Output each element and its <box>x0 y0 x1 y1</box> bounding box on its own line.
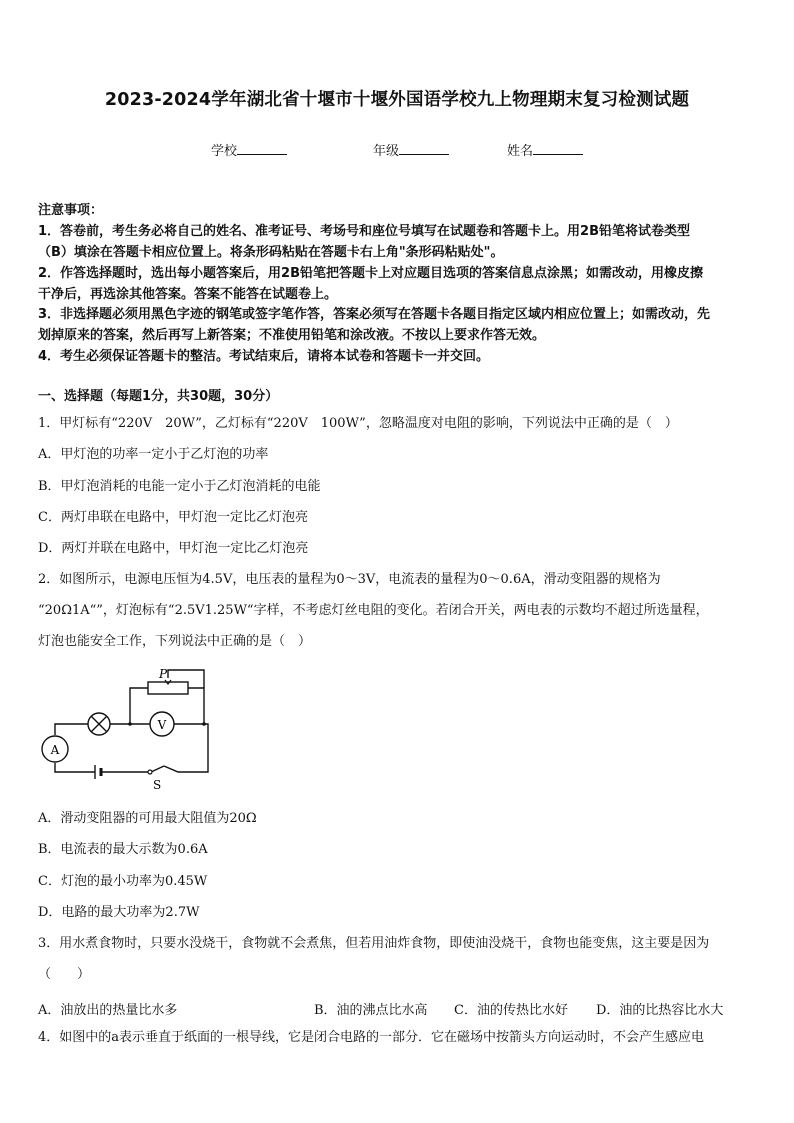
q3-option-b[interactable]: B．油的沸点比水高 <box>314 1003 428 1018</box>
q3-option-c[interactable]: C．油的传热比水好 <box>454 1003 568 1018</box>
q1-option-b[interactable]: B．甲灯泡消耗的电能一定小于乙灯泡消耗的电能 <box>38 479 321 494</box>
name-field[interactable] <box>507 140 583 159</box>
q2-option-c[interactable]: C．灯泡的最小功率为0.45W <box>38 874 208 889</box>
name-label: 姓名 <box>507 144 534 159</box>
q3-option-d[interactable]: D．油的比热容比水大 <box>596 1003 724 1018</box>
school-field[interactable] <box>211 140 287 159</box>
notice-line: 划掉原来的答案，然后再写上新答案；不准使用铅笔和涂改液。不按以上要求作答无效。 <box>38 328 546 343</box>
q2-option-b[interactable]: B．电流表的最大示数为0.6A <box>38 842 208 857</box>
notice-line: 1．答卷前，考生务必将自己的姓名、准考证号、考场号和座位号填写在试题卷和答题卡上。用2B铅笔将试卷类型 <box>38 224 691 239</box>
switch-label: S <box>153 778 162 792</box>
q3-stem-line: 3．用水煮食物时，只要水没烧干，食物就不会煮焦，但若用油炸食物，即使油没烧干，食物也能变焦，这主要是因为 <box>38 936 710 951</box>
q1-option-d[interactable]: D．两灯并联在电路中，甲灯泡一定比乙灯泡亮 <box>38 541 309 556</box>
q4-stem: 4．如图中的a表示垂直于纸面的一根导线，它是闭合电路的一部分．它在磁场中按箭头方向运动时，不会产生感应电 <box>38 1030 705 1045</box>
notice-line: 2．作答选择题时，选出每小题答案后，用2B铅笔把答题卡上对应题目选项的答案信息点涂黑；如需改动，用橡皮擦 <box>38 266 704 281</box>
q1-stem: 1．甲灯标有“220V 20W”，乙灯标有“220V 100W”，忽略温度对电阻的影响，下列说法中正确的是（ ） <box>38 416 678 431</box>
school-label: 学校 <box>211 144 238 159</box>
q1-option-c[interactable]: C．两灯串联在电路中，甲灯泡一定比乙灯泡亮 <box>38 510 308 525</box>
section-heading: 一、选择题（每题1分，共30题，30分） <box>38 389 279 404</box>
q2-option-d[interactable]: D．电路的最大功率为2.7W <box>38 905 200 920</box>
q1-option-a[interactable]: A．甲灯泡的功率一定小于乙灯泡的功率 <box>38 447 269 462</box>
notice-line: （B）填涂在答题卡相应位置上。将条形码粘贴在答题卡右上角"条形码粘贴处"。 <box>38 245 504 260</box>
grade-label: 年级 <box>373 144 400 159</box>
rheostat-label: P <box>159 667 168 681</box>
voltmeter-label: V <box>157 718 167 732</box>
grade-blank[interactable] <box>399 142 449 155</box>
q2-stem-line: “20Ω1A“”，灯泡标有“2.5V1.25W“字样，不考虑灯丝电阻的变化。若闭合开关，两电表的示数均不超过所选量程， <box>38 603 709 618</box>
q2-stem-line: 2．如图所示，电源电压恒为4.5V，电压表的量程为0～3V，电流表的量程为0～0.6A，滑动变阻器的规格为 <box>38 572 661 587</box>
q3-option-a[interactable]: A．油放出的热量比水多 <box>38 1003 178 1018</box>
circuit-diagram <box>38 662 218 794</box>
ammeter-label: A <box>50 743 60 757</box>
junction-dot <box>202 722 206 726</box>
school-blank[interactable] <box>237 142 287 155</box>
notice-line: 4．考生必须保证答题卡的整洁。考试结束后，请将本试卷和答题卡一并交回。 <box>38 349 490 364</box>
q2-option-a[interactable]: A．滑动变阻器的可用最大阻值为20Ω <box>38 811 257 826</box>
notice-line: 3．非选择题必须用黑色字迹的钢笔或签字笔作答，答案必须写在答题卡各题目指定区域内相应位置上；如需改动，先 <box>38 307 711 322</box>
q2-stem-line: 灯泡也能安全工作，下列说法中正确的是（ ） <box>38 634 312 649</box>
junction-dot <box>128 722 132 726</box>
notice-heading: 注意事项： <box>38 203 104 218</box>
switch-pivot <box>148 770 152 774</box>
notice-line: 干净后，再选涂其他答案。答案不能答在试题卷上。 <box>38 287 338 302</box>
q3-options-row <box>38 999 758 1018</box>
q3-stem-line: （ ） <box>38 967 91 982</box>
name-blank[interactable] <box>533 142 583 155</box>
grade-field[interactable] <box>373 140 449 159</box>
exam-title: 2023-2024学年湖北省十堰市十堰外国语学校九上物理期末复习检测试题 <box>104 90 690 110</box>
